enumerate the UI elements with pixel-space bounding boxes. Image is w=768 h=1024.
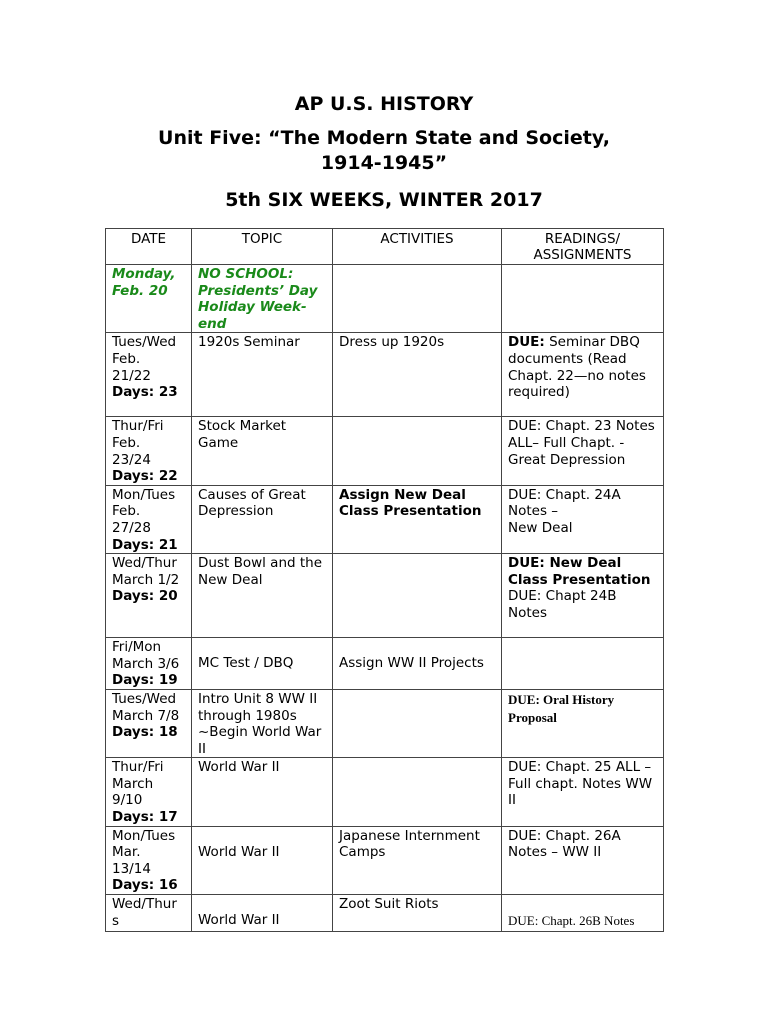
table-row — [106, 265, 664, 333]
reading-text: New Deal — [508, 519, 573, 536]
reading-text: DUE: Chapt 24B Notes — [508, 588, 617, 621]
activity-cell — [333, 689, 502, 757]
days-count: Days: 23 — [112, 384, 178, 401]
topic-cell: Intro Unit 8 WW II through 1980s ~Begin World War II — [192, 689, 333, 757]
unit-title-line1: Unit Five: “The Modern State and Society, — [158, 127, 610, 149]
days-count: Days: 18 — [112, 724, 178, 741]
days-count: Days: 16 — [112, 877, 178, 894]
date-cell — [106, 265, 192, 333]
table-row — [106, 895, 664, 932]
date-line: Feb. — [112, 503, 141, 520]
date-line: March 3/6 — [112, 655, 180, 672]
date-cell — [106, 826, 192, 894]
date-cell — [106, 689, 192, 757]
date-line: Mon/Tues — [112, 827, 176, 844]
date-line: Feb. — [112, 350, 141, 367]
due-label: DUE: — [508, 334, 545, 351]
due-label: DUE: New Deal Class Presentation — [508, 555, 651, 588]
date-line: Fri/Mon — [112, 639, 162, 656]
date-line: March — [112, 775, 154, 792]
reading-cell: DUE: Chapt. 26A Notes – WW II — [502, 826, 664, 894]
table-row — [106, 758, 664, 826]
reading-text: DUE: Chapt. 24A Notes – — [508, 486, 621, 520]
date-line: 27/28 — [112, 519, 151, 536]
topic-cell: Dust Bowl and the New Deal — [192, 554, 333, 638]
course-title: AP U.S. HISTORY — [294, 93, 474, 115]
table-row — [106, 417, 664, 485]
days-count: Days: 17 — [112, 809, 178, 826]
column-header-topic: TOPIC — [192, 229, 333, 265]
days-count: Days: 20 — [112, 588, 178, 605]
date-line: March 1/2 — [112, 571, 180, 588]
date-line: Wed/Thur — [112, 896, 177, 913]
reading-cell — [502, 485, 664, 553]
document-header — [0, 90, 768, 214]
topic-cell: NO SCHOOL: Presidents’ Day Holiday Week-end — [192, 265, 333, 333]
topic-cell: Causes of Great Depression — [192, 485, 333, 553]
table-row — [106, 638, 664, 690]
date-line: Mar. — [112, 844, 141, 861]
date-line: Thur/Fri — [112, 759, 164, 776]
activity-cell: Dress up 1920s — [333, 333, 502, 417]
unit-title-line2: 1914-1945” — [320, 152, 448, 174]
topic-cell: Stock Market Game — [192, 417, 333, 485]
activity-cell: Assign New Deal Class Presentation — [333, 485, 502, 553]
table-row — [106, 554, 664, 638]
reading-cell — [502, 417, 664, 485]
topic-cell: World War II — [192, 826, 333, 894]
schedule-table — [105, 228, 664, 932]
table-header-row — [106, 229, 664, 265]
date-line: Wed/Thur — [112, 555, 177, 572]
date-line: 13/14 — [112, 860, 151, 877]
table-row — [106, 333, 664, 417]
table-row — [106, 485, 664, 553]
topic-cell: World War II — [192, 758, 333, 826]
activity-cell: Zoot Suit Riots — [333, 895, 502, 932]
date-line: 21/22 — [112, 367, 151, 384]
date-line: March 7/8 — [112, 707, 180, 724]
days-count: Days: 22 — [112, 468, 178, 485]
date-line: Feb. 20 — [112, 282, 168, 299]
column-header-activities: ACTIVITIES — [333, 229, 502, 265]
date-line: Tues/Wed — [112, 334, 177, 351]
date-cell — [106, 895, 192, 932]
table-row — [106, 689, 664, 757]
activity-cell — [333, 554, 502, 638]
activity-cell — [333, 265, 502, 333]
reading-cell — [502, 638, 664, 690]
date-cell — [106, 333, 192, 417]
date-line: s — [112, 912, 120, 929]
unit-title — [0, 126, 768, 176]
date-cell — [106, 417, 192, 485]
reading-cell — [502, 333, 664, 417]
date-line: 23/24 — [112, 451, 151, 468]
date-cell — [106, 554, 192, 638]
activity-cell — [333, 417, 502, 485]
days-count: Days: 21 — [112, 536, 178, 553]
topic-cell: MC Test / DBQ — [192, 638, 333, 690]
activity-cell: Assign WW II Projects — [333, 638, 502, 690]
date-cell — [106, 758, 192, 826]
column-header-readings: READINGS/ ASSIGNMENTS — [502, 229, 664, 265]
topic-cell: World War II — [192, 895, 333, 932]
date-cell — [106, 485, 192, 553]
reading-cell: DUE: Chapt. 26B Notes — [502, 895, 664, 932]
reading-text: Great Depression — [508, 451, 626, 468]
reading-cell: DUE: Oral History Proposal — [502, 689, 664, 757]
activity-cell: Japanese Internment Camps — [333, 826, 502, 894]
reading-text: Seminar DBQ documents (Read Chapt. 22—no notes required) — [508, 334, 646, 401]
date-cell — [106, 638, 192, 690]
reading-cell — [502, 265, 664, 333]
reading-text: DUE: Chapt. 23 Notes ALL– Full Chapt. - — [508, 418, 655, 451]
date-line: 9/10 — [112, 792, 143, 809]
date-line: Monday, — [112, 266, 176, 282]
date-line: Thur/Fri — [112, 418, 164, 435]
term-title: 5th SIX WEEKS, WINTER 2017 — [225, 189, 543, 211]
reading-cell: DUE: Chapt. 25 ALL – Full chapt. Notes WW II — [502, 758, 664, 826]
date-line: Tues/Wed — [112, 690, 177, 707]
date-line: Feb. — [112, 434, 141, 451]
table-row — [106, 826, 664, 894]
days-count: Days: 19 — [112, 672, 178, 689]
column-header-date: DATE — [106, 229, 192, 265]
date-line: Mon/Tues — [112, 486, 176, 503]
topic-cell: 1920s Seminar — [192, 333, 333, 417]
activity-cell — [333, 758, 502, 826]
reading-cell — [502, 554, 664, 638]
